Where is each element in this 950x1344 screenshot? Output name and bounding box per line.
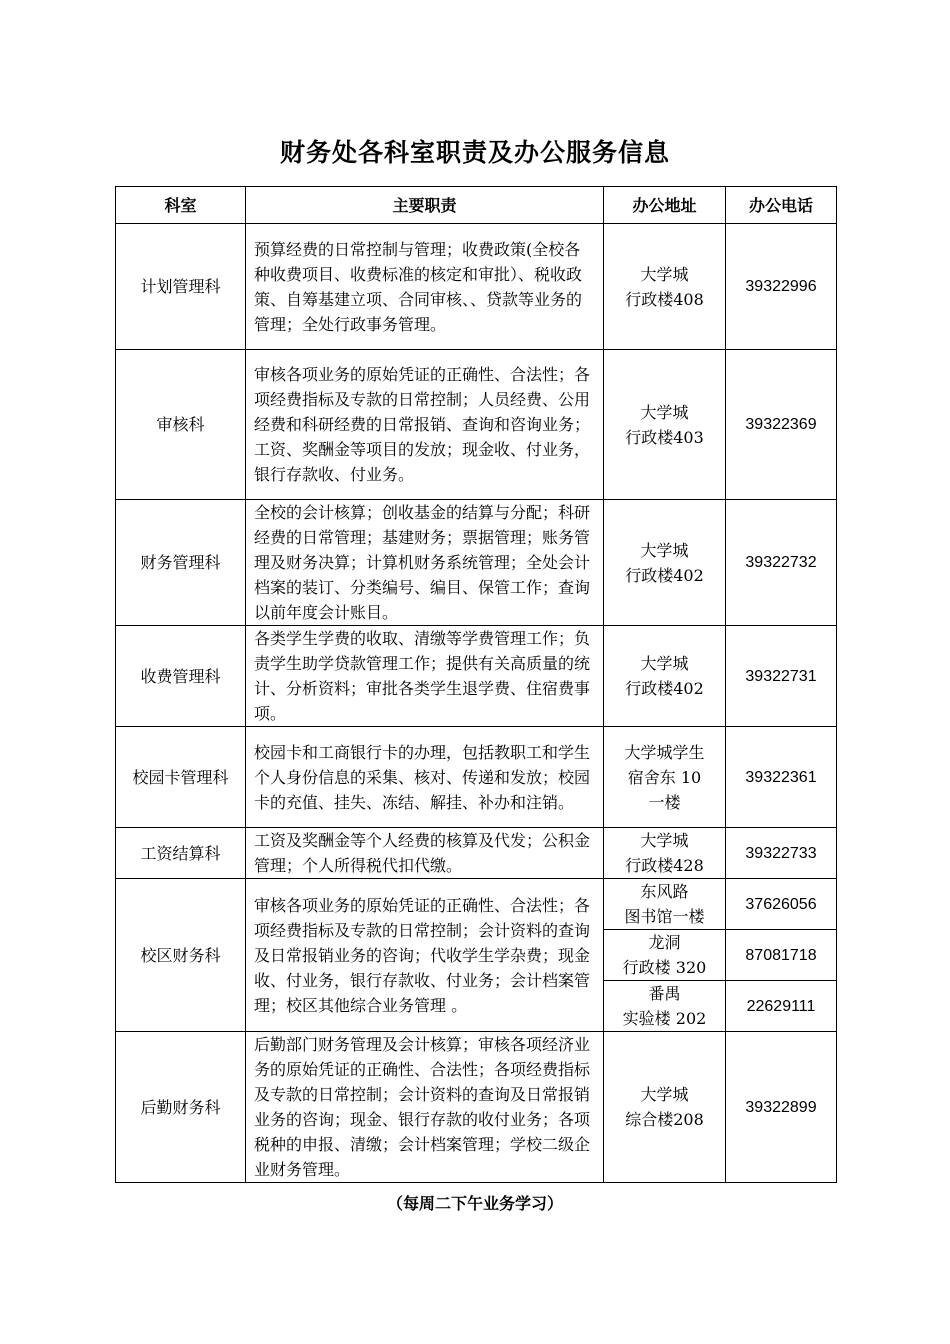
table-row — [116, 1032, 837, 1183]
campus-phone: 37626056 — [726, 879, 837, 930]
dept-name: 校区财务科 — [116, 879, 246, 1032]
dept-phone: 39322996 — [726, 224, 837, 350]
dept-address — [604, 500, 726, 626]
campus-phone: 22629111 — [726, 981, 837, 1032]
department-info-table — [115, 186, 837, 1183]
address-line: 大学城 — [640, 264, 689, 284]
table-header-row — [116, 187, 837, 224]
address-line: 行政楼403 — [625, 427, 704, 447]
table-row — [116, 350, 837, 500]
campus-phone: 87081718 — [726, 930, 837, 981]
dept-address — [604, 727, 726, 828]
address-line: 宿舍东 10 — [627, 767, 702, 787]
address-line: 行政楼 320 — [622, 958, 707, 977]
address-line: 综合楼208 — [625, 1110, 704, 1129]
header-phone: 办公电话 — [726, 187, 837, 224]
dept-duties: 后勤部门财务管理及会计核算；审核各项经济业务的原始凭证的正确性、合法性；各项经费指标及专款的日常控制；会计资料的查询及日常报销业务的咨询；现金、银行存款的收付业务；各项税种的申报、清缴；会计档案管理；学校二级企业财务管理。 — [246, 1032, 604, 1183]
address-line: 行政楼428 — [625, 856, 704, 875]
address-line: 大学城 — [640, 402, 689, 422]
dept-duties: 全校的会计核算；创收基金的结算与分配；科研经费的日常管理；基建财务；票据管理；账务管理及财务决算；计算机财务系统管理；全处会计档案的装订、分类编号、编目、保管工作；查询以前年度会计账目。 — [246, 500, 604, 626]
address-line: 行政楼402 — [625, 565, 704, 585]
header-duties: 主要职责 — [246, 187, 604, 224]
address-line: 龙洞 — [648, 933, 681, 952]
table-row — [116, 626, 837, 727]
header-dept: 科室 — [116, 187, 246, 224]
dept-address — [604, 626, 726, 727]
address-line: 大学城 — [640, 540, 689, 560]
footnote: （每周二下午业务学习） — [386, 1194, 563, 1213]
dept-duties: 工资及奖酬金等个人经费的核算及代发；公积金管理；个人所得税代扣代缴。 — [246, 828, 604, 879]
campus-address — [604, 981, 726, 1032]
address-line: 大学城学生 — [624, 742, 705, 762]
dept-phone: 39322361 — [726, 727, 837, 828]
dept-address — [604, 224, 726, 350]
dept-name: 工资结算科 — [116, 828, 246, 879]
dept-name: 财务管理科 — [116, 500, 246, 626]
address-line: 大学城 — [640, 831, 689, 850]
dept-name: 审核科 — [116, 350, 246, 500]
dept-duties: 各类学生学费的收取、清缴等学费管理工作；负责学生助学贷款管理工作；提供有关高质量的统计、分析资料；审批各类学生退学费、住宿费事项。 — [246, 626, 604, 727]
table-row — [116, 224, 837, 350]
dept-name: 计划管理科 — [116, 224, 246, 350]
address-line: 行政楼408 — [625, 289, 704, 309]
address-line: 实验楼 202 — [622, 1009, 707, 1028]
dept-address — [604, 350, 726, 500]
table-row — [116, 727, 837, 828]
dept-duties: 预算经费的日常控制与管理；收费政策(全校各种收费项目、收费标准的核定和审批）、税收政策、自筹基建立项、合同审核、、贷款等业务的管理；全处行政事务管理。 — [246, 224, 604, 350]
table-row — [116, 500, 837, 626]
dept-phone: 39322732 — [726, 500, 837, 626]
table-row — [116, 828, 837, 879]
dept-name: 后勤财务科 — [116, 1032, 246, 1183]
dept-phone: 39322733 — [726, 828, 837, 879]
dept-name: 收费管理科 — [116, 626, 246, 727]
campus-address — [604, 879, 726, 930]
dept-duties: 审核各项业务的原始凭证的正确性、合法性；各项经费指标及专款的日常控制；会计资料的查询及日常报销业务的咨询；代收学生学杂费；现金收、付业务，银行存款收、付业务；会计档案管理；校区其他综合业务管理 。 — [246, 879, 604, 1032]
dept-phone: 39322899 — [726, 1032, 837, 1183]
page-title: 财务处各科室职责及办公服务信息 — [279, 138, 670, 167]
dept-phone: 39322731 — [726, 626, 837, 727]
address-line: 图书馆一楼 — [624, 907, 705, 926]
dept-name: 校园卡管理科 — [116, 727, 246, 828]
header-address: 办公地址 — [604, 187, 726, 224]
dept-address — [604, 828, 726, 879]
address-line: 行政楼402 — [625, 679, 704, 698]
table-row — [116, 879, 837, 930]
dept-duties: 审核各项业务的原始凭证的正确性、合法性；各项经费指标及专款的日常控制；人员经费、公用经费和科研经费的日常报销、查询和咨询业务；工资、奖酬金等项目的发放；现金收、付业务，银行存款收、付业务。 — [246, 350, 604, 500]
address-line: 番禺 — [648, 984, 681, 1003]
campus-address — [604, 930, 726, 981]
address-line: 东风路 — [640, 882, 689, 901]
address-line: 大学城 — [640, 654, 689, 673]
dept-address — [604, 1032, 726, 1183]
dept-phone: 39322369 — [726, 350, 837, 500]
address-line: 大学城 — [640, 1085, 689, 1104]
address-line: 一楼 — [648, 792, 681, 812]
dept-duties: 校园卡和工商银行卡的办理，包括教职工和学生个人身份信息的采集、核对、传递和发放；校园卡的充值、挂失、冻结、解挂、补办和注销。 — [246, 727, 604, 828]
